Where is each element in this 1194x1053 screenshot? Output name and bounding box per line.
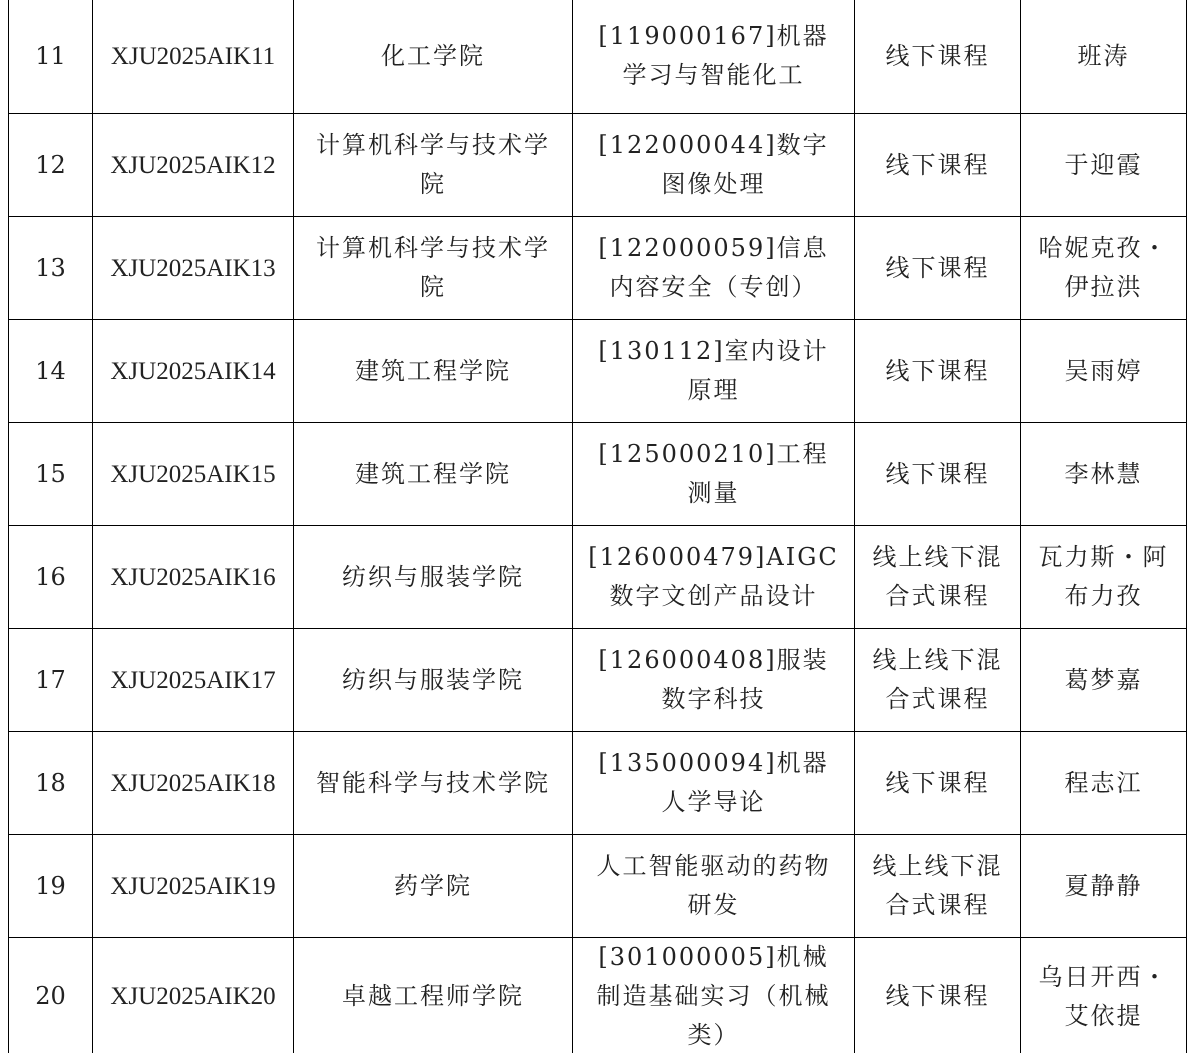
course-code: XJU2025AIK18 xyxy=(93,732,294,835)
course-mode: 线下课程 xyxy=(855,114,1021,217)
college-name: 智能科学与技术学院 xyxy=(294,732,573,835)
course-code: XJU2025AIK19 xyxy=(93,835,294,938)
course-name: [301000005]机械制造基础实习（机械类） xyxy=(573,938,855,1053)
course-name: [135000094]机器人学导论 xyxy=(573,732,855,835)
teacher-name: 乌日开西・艾依提 xyxy=(1021,938,1187,1053)
table-row xyxy=(9,217,1187,320)
row-number: 19 xyxy=(9,835,93,938)
college-name: 卓越工程师学院 xyxy=(294,938,573,1053)
course-name: 人工智能驱动的药物研发 xyxy=(573,835,855,938)
course-name: [122000044]数字图像处理 xyxy=(573,114,855,217)
course-code: XJU2025AIK14 xyxy=(93,320,294,423)
college-name: 化工学院 xyxy=(294,0,573,114)
row-number: 13 xyxy=(9,217,93,320)
teacher-name: 李林慧 xyxy=(1021,423,1187,526)
row-number: 18 xyxy=(9,732,93,835)
course-code: XJU2025AIK16 xyxy=(93,526,294,629)
course-mode: 线下课程 xyxy=(855,732,1021,835)
table-row xyxy=(9,423,1187,526)
course-mode: 线上线下混合式课程 xyxy=(855,629,1021,732)
course-name: [125000210]工程测量 xyxy=(573,423,855,526)
teacher-name: 于迎霞 xyxy=(1021,114,1187,217)
table-row xyxy=(9,526,1187,629)
table-row xyxy=(9,0,1187,114)
row-number: 20 xyxy=(9,938,93,1053)
course-mode: 线下课程 xyxy=(855,217,1021,320)
course-code: XJU2025AIK13 xyxy=(93,217,294,320)
teacher-name: 班涛 xyxy=(1021,0,1187,114)
course-mode: 线下课程 xyxy=(855,320,1021,423)
teacher-name: 哈妮克孜・伊拉洪 xyxy=(1021,217,1187,320)
teacher-name: 程志江 xyxy=(1021,732,1187,835)
teacher-name: 夏静静 xyxy=(1021,835,1187,938)
table-row xyxy=(9,732,1187,835)
row-number: 12 xyxy=(9,114,93,217)
row-number: 16 xyxy=(9,526,93,629)
course-code: XJU2025AIK17 xyxy=(93,629,294,732)
table-row xyxy=(9,835,1187,938)
course-name: [119000167]机器学习与智能化工 xyxy=(573,0,855,114)
course-name: [122000059]信息内容安全（专创） xyxy=(573,217,855,320)
course-code: XJU2025AIK15 xyxy=(93,423,294,526)
course-name: [126000408]服装数字科技 xyxy=(573,629,855,732)
course-mode: 线下课程 xyxy=(855,0,1021,114)
course-code: XJU2025AIK12 xyxy=(93,114,294,217)
table-row xyxy=(9,938,1187,1053)
teacher-name: 瓦力斯・阿布力孜 xyxy=(1021,526,1187,629)
course-name: [130112]室内设计原理 xyxy=(573,320,855,423)
college-name: 建筑工程学院 xyxy=(294,320,573,423)
course-mode: 线上线下混合式课程 xyxy=(855,835,1021,938)
table-row xyxy=(9,320,1187,423)
college-name: 药学院 xyxy=(294,835,573,938)
college-name: 纺织与服装学院 xyxy=(294,629,573,732)
college-name: 纺织与服装学院 xyxy=(294,526,573,629)
course-mode: 线下课程 xyxy=(855,938,1021,1053)
course-name: [126000479]AIGC 数字文创产品设计 xyxy=(573,526,855,629)
college-name: 建筑工程学院 xyxy=(294,423,573,526)
row-number: 15 xyxy=(9,423,93,526)
row-number: 17 xyxy=(9,629,93,732)
course-code: XJU2025AIK20 xyxy=(93,938,294,1053)
table-row xyxy=(9,114,1187,217)
college-name: 计算机科学与技术学院 xyxy=(294,114,573,217)
table-row xyxy=(9,629,1187,732)
row-number: 14 xyxy=(9,320,93,423)
teacher-name: 葛梦嘉 xyxy=(1021,629,1187,732)
course-mode: 线上线下混合式课程 xyxy=(855,526,1021,629)
teacher-name: 吴雨婷 xyxy=(1021,320,1187,423)
row-number: 11 xyxy=(9,0,93,114)
course-table xyxy=(8,0,1187,1053)
course-code: XJU2025AIK11 xyxy=(93,0,294,114)
college-name: 计算机科学与技术学院 xyxy=(294,217,573,320)
course-mode: 线下课程 xyxy=(855,423,1021,526)
